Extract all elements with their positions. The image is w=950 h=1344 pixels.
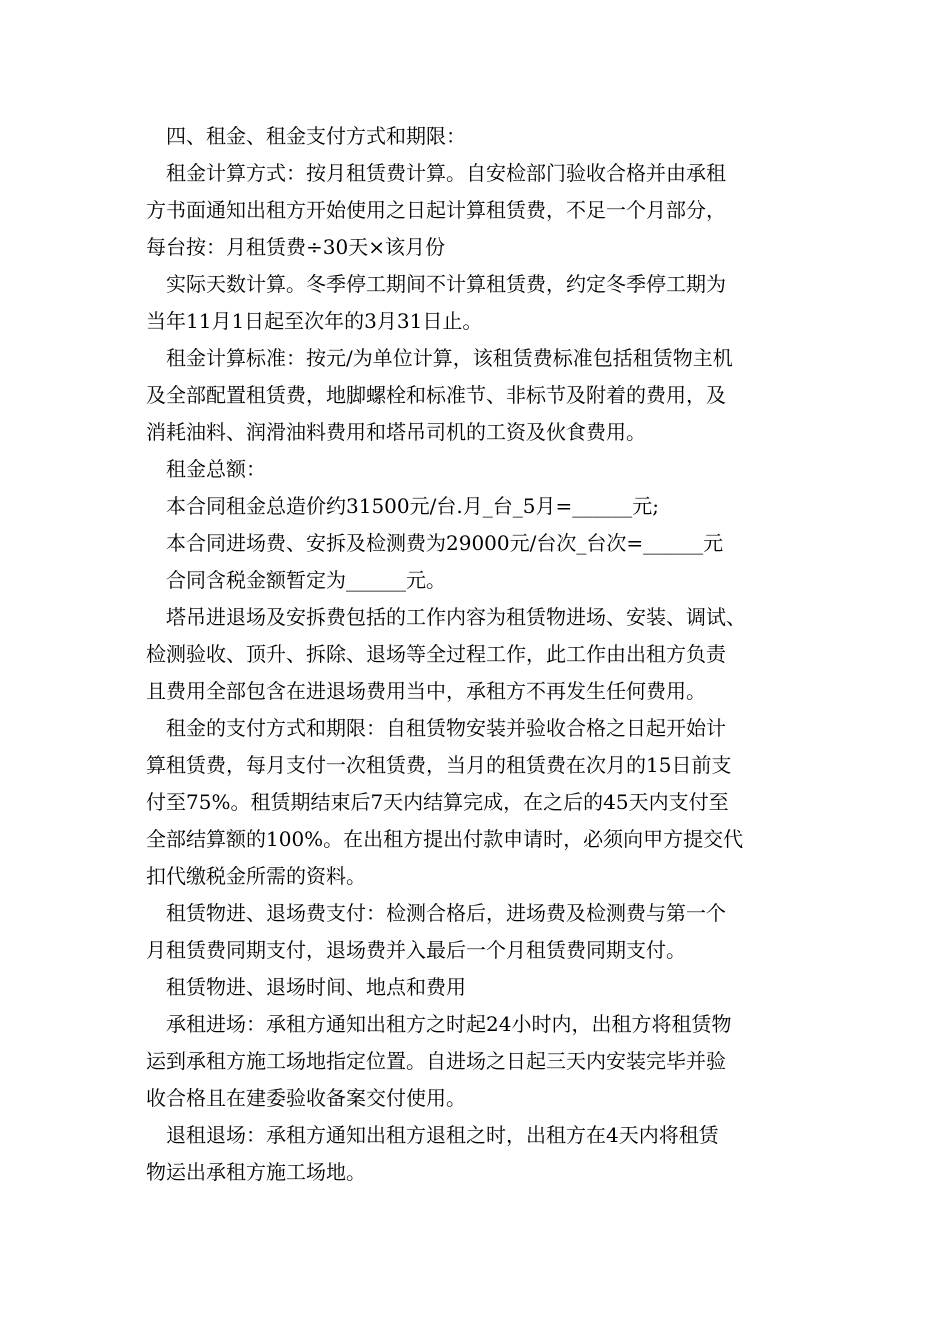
- paragraph-line: 物运出承租方施工场地。: [146, 1160, 366, 1184]
- paragraph-line: 租赁物进、退场费支付：检测合格后，进场费及检测费与第一个: [166, 901, 726, 925]
- paragraph-line: 当年11月1日起至次年的3月31日止。: [146, 309, 483, 333]
- paragraph-line: 合同含税金额暂定为______元。: [166, 568, 446, 592]
- paragraph-line: 退租退场：承租方通知出租方退租之时，出租方在4天内将租赁: [166, 1123, 719, 1147]
- paragraph-line: 及全部配置租赁费，地脚螺栓和标准节、非标节及附着的费用，及: [146, 383, 726, 407]
- paragraph-line: 全部结算额的100%。在出租方提出付款申请时，必须向甲方提交代: [146, 827, 744, 851]
- paragraph-line: 租金的支付方式和期限：自租赁物安装并验收合格之日起开始计: [166, 716, 726, 740]
- paragraph-line: 本合同租金总造价约31500元/台.月_台_5月=______元;: [166, 494, 659, 518]
- paragraph-line: 租金总额：: [166, 457, 266, 481]
- paragraph-line: 租赁物进、退场时间、地点和费用: [166, 975, 466, 999]
- paragraph-line: 方书面通知出租方开始使用之日起计算租赁费，不足一个月部分，: [146, 198, 726, 222]
- paragraph-line: 实际天数计算。冬季停工期间不计算租赁费，约定冬季停工期为: [166, 272, 726, 296]
- document-body: [146, 118, 830, 1191]
- paragraph-line: 本合同进场费、安拆及检测费为29000元/台次_台次=______元: [166, 531, 724, 555]
- paragraph-line: 检测验收、顶升、拆除、退场等全过程工作，此工作由出租方负责: [146, 642, 726, 666]
- paragraph-line: 承租进场：承租方通知出租方之时起24小时内，出租方将租赁物: [166, 1012, 732, 1036]
- paragraph-line: 租金计算方式：按月租赁费计算。自安检部门验收合格并由承租: [166, 161, 726, 185]
- paragraph-line: 收合格且在建委验收备案交付使用。: [146, 1086, 466, 1110]
- paragraph-line: 塔吊进退场及安拆费包括的工作内容为租赁物进场、安装、调试、: [166, 605, 746, 629]
- paragraph-line: 扣代缴税金所需的资料。: [146, 864, 366, 888]
- paragraph-line: 且费用全部包含在进退场费用当中，承租方不再发生任何费用。: [146, 679, 706, 703]
- paragraph-line: 月租赁费同期支付，退场费并入最后一个月租赁费同期支付。: [146, 938, 686, 962]
- paragraph-line: 运到承租方施工场地指定位置。自进场之日起三天内安装完毕并验: [146, 1049, 726, 1073]
- section-heading: 四、租金、租金支付方式和期限：: [166, 124, 466, 148]
- paragraph-line: 每台按：月租赁费÷30天×该月份: [146, 235, 445, 259]
- paragraph-line: 消耗油料、润滑油料费用和塔吊司机的工资及伙食费用。: [146, 420, 646, 444]
- paragraph-line: 租金计算标准：按元/为单位计算，该租赁费标准包括租赁物主机: [166, 346, 733, 370]
- paragraph-line: 付至75%。租赁期结束后7天内结算完成，在之后的45天内支付至: [146, 790, 729, 814]
- paragraph-line: 算租赁费，每月支付一次租赁费，当月的租赁费在次月的15日前支: [146, 753, 732, 777]
